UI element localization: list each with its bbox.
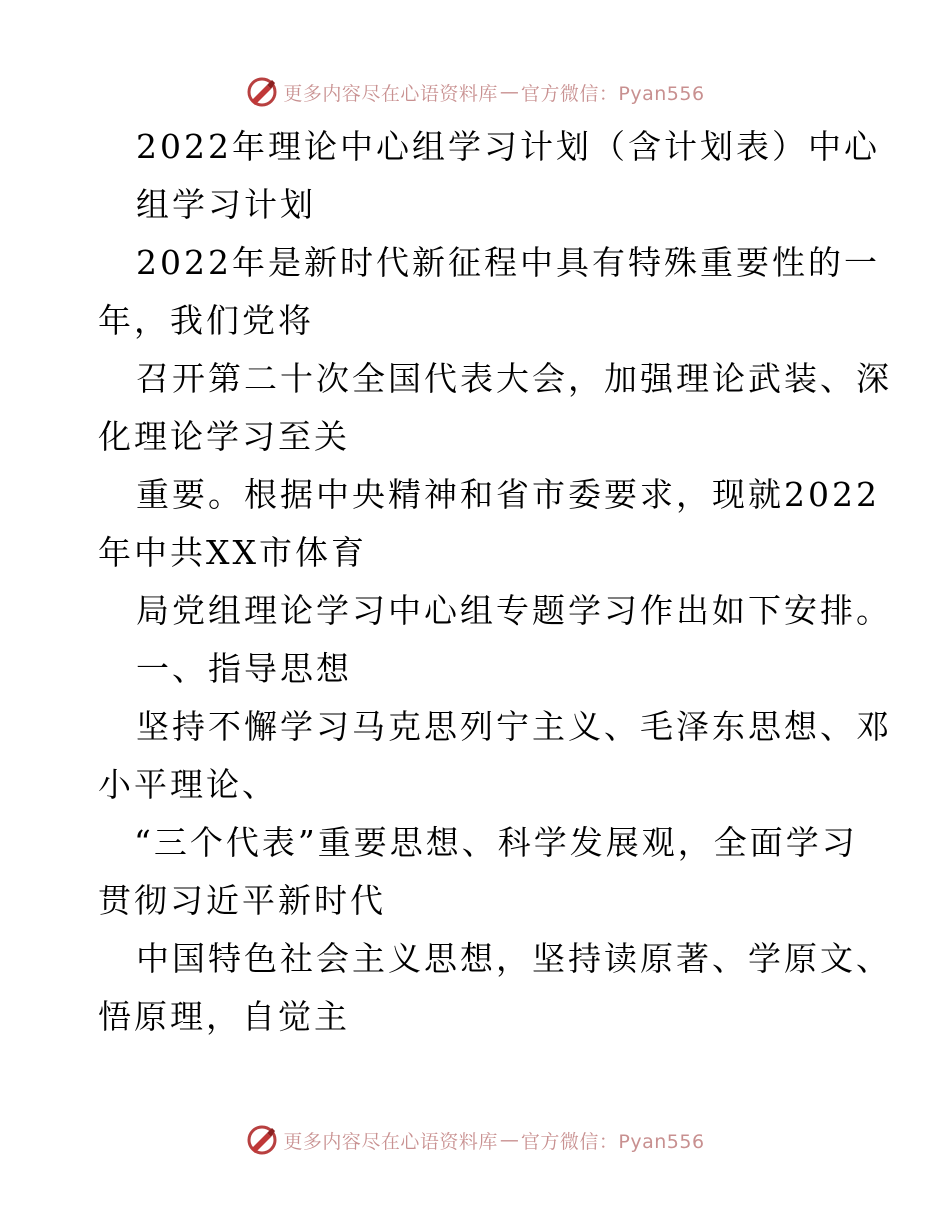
doc-line: 悟原理，自觉主: [98, 997, 350, 1036]
doc-title-line-2: 组学习计划: [136, 185, 316, 224]
watermark-dash: —: [499, 81, 519, 103]
doc-line: 局党组理论学习中心组专题学习作出如下安排。: [136, 591, 892, 630]
doc-line: 贯彻习近平新时代: [98, 881, 386, 920]
watermark-official: 官方微信：Pyan556: [520, 82, 705, 105]
header-watermark: [0, 72, 950, 112]
doc-title-line-1: 2022年理论中心组学习计划（含计划表）中心: [136, 127, 880, 166]
footer-watermark: [0, 1120, 950, 1160]
watermark-text: 更多内容尽在心语资料库: [283, 1130, 498, 1153]
section-heading: 一、指导思想: [136, 649, 352, 688]
doc-line: 中国特色社会主义思想，坚持读原著、学原文、: [136, 939, 892, 978]
doc-line: 化理论学习至关: [98, 417, 350, 456]
doc-line: 重要。根据中央精神和省市委要求，现就2022: [136, 475, 880, 514]
doc-line: “三个代表”重要思想、科学发展观，全面学习: [134, 823, 858, 862]
doc-line: 年中共XX市体育: [98, 533, 367, 572]
doc-line: 年，我们党将: [98, 301, 314, 340]
document-body: [98, 118, 892, 1046]
doc-line: 小平理论、: [98, 765, 278, 804]
pen-logo-icon: [245, 1123, 279, 1157]
doc-line: 2022年是新时代新征程中具有特殊重要性的一: [136, 243, 880, 282]
doc-line: 坚持不懈学习马克思列宁主义、毛泽东思想、邓: [136, 707, 892, 746]
watermark-dash: —: [499, 1129, 519, 1151]
watermark-text: 更多内容尽在心语资料库: [283, 82, 498, 105]
watermark-official: 官方微信：Pyan556: [520, 1130, 705, 1153]
doc-line: 召开第二十次全国代表大会，加强理论武装、深: [136, 359, 892, 398]
pen-logo-icon: [245, 75, 279, 109]
